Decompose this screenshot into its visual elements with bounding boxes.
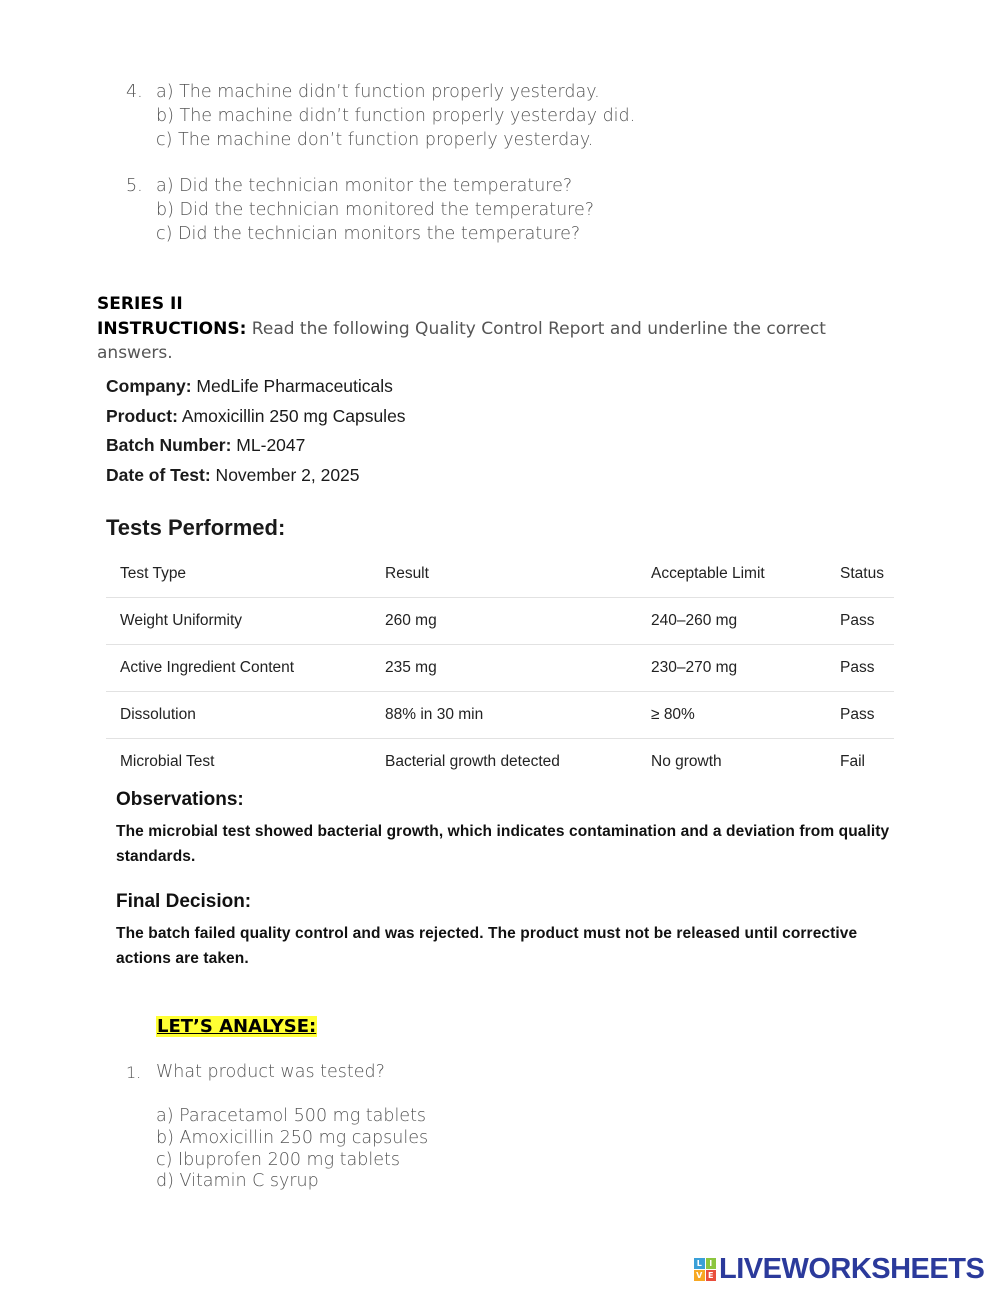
table-cell: 235 mg xyxy=(385,659,437,676)
table-cell: Bacterial growth detected xyxy=(385,753,560,770)
option-a[interactable]: a) The machine didn’t function properly yesterday. xyxy=(156,82,600,102)
tests-heading: Tests Performed: xyxy=(106,515,286,540)
question-text: What product was tested? xyxy=(156,1062,385,1082)
table-cell: Weight Uniformity xyxy=(120,612,243,629)
logo-letter: V xyxy=(694,1270,705,1281)
table-row xyxy=(106,598,894,645)
logo-letter: L xyxy=(694,1258,705,1269)
tests-table xyxy=(106,551,894,785)
table-cell: Dissolution xyxy=(120,706,196,723)
table-cell: 88% in 30 min xyxy=(385,706,484,723)
analyse-heading: LET’S ANALYSE: xyxy=(157,1016,317,1037)
observations-section xyxy=(108,786,918,974)
table-header-row xyxy=(106,551,894,598)
batch-label: Batch Number: xyxy=(106,435,232,455)
table-cell: 230–270 mg xyxy=(651,659,738,676)
observations-heading: Observations: xyxy=(116,789,244,810)
product-line xyxy=(106,406,406,427)
instructions-label: INSTRUCTIONS: xyxy=(97,319,247,339)
logo-icon xyxy=(694,1258,716,1280)
date-value: November 2, 2025 xyxy=(210,465,360,485)
option-c[interactable]: c) Ibuprofen 200 mg tablets xyxy=(156,1150,400,1170)
table-cell: Pass xyxy=(840,612,875,629)
product-value: Amoxicillin 250 mg Capsules xyxy=(177,406,406,426)
table-cell: 240–260 mg xyxy=(651,612,738,629)
liveworksheets-logo xyxy=(694,1252,984,1286)
table-cell: Microbial Test xyxy=(120,753,215,770)
option-c[interactable]: c) Did the technician monitors the temperature? xyxy=(156,224,581,244)
table-cell: 260 mg xyxy=(385,612,437,629)
instructions xyxy=(97,317,897,365)
decision-heading: Final Decision: xyxy=(116,891,252,912)
option-b[interactable]: b) Amoxicillin 250 mg capsules xyxy=(156,1128,429,1148)
question-number: 4. xyxy=(126,82,143,102)
company-label: Company: xyxy=(106,376,192,396)
table-cell: Pass xyxy=(840,706,875,723)
table-row xyxy=(106,692,894,739)
series-title: SERIES II xyxy=(97,294,183,314)
company-line xyxy=(106,376,393,397)
option-d[interactable]: d) Vitamin C syrup xyxy=(156,1171,319,1191)
batch-line xyxy=(106,435,305,456)
question-number: 1. xyxy=(126,1063,142,1082)
decision-text: The batch failed quality control and was rejected. The product must not be released until corrective actions are taken. xyxy=(116,925,858,967)
table-cell: No growth xyxy=(651,753,722,770)
option-a[interactable]: a) Did the technician monitor the temperature? xyxy=(156,176,573,196)
brand-name: LIVEWORKSHEETS xyxy=(719,1252,985,1285)
logo-letter: I xyxy=(706,1258,717,1269)
date-line xyxy=(106,465,360,486)
option-b[interactable]: b) Did the technician monitored the temperature? xyxy=(156,200,595,220)
header-cell: Result xyxy=(385,565,429,582)
batch-value: ML-2047 xyxy=(231,435,306,455)
table-row xyxy=(106,645,894,692)
header-cell: Acceptable Limit xyxy=(651,565,765,582)
table-cell: Fail xyxy=(840,753,865,770)
table-cell: Active Ingredient Content xyxy=(120,659,295,676)
logo-letter: E xyxy=(706,1270,717,1281)
option-a[interactable]: a) Paracetamol 500 mg tablets xyxy=(156,1106,427,1126)
table-cell: Pass xyxy=(840,659,875,676)
table-cell: ≥ 80% xyxy=(651,706,695,723)
question-number: 5. xyxy=(126,176,143,196)
product-label: Product: xyxy=(106,406,178,426)
table-row xyxy=(106,739,894,786)
option-c[interactable]: c) The machine don’t function properly yesterday. xyxy=(156,130,594,150)
observations-text: The microbial test showed bacterial growth, which indicates contamination and a deviation from quality standards. xyxy=(116,823,890,865)
header-cell: Status xyxy=(840,565,884,582)
company-value: MedLife Pharmaceuticals xyxy=(191,376,393,396)
option-b[interactable]: b) The machine didn’t function properly yesterday did. xyxy=(156,106,636,126)
instructions-text: Read the following Quality Control Report and underline the correct answers. xyxy=(97,319,826,363)
date-label: Date of Test: xyxy=(106,465,211,485)
header-cell: Test Type xyxy=(120,565,187,582)
